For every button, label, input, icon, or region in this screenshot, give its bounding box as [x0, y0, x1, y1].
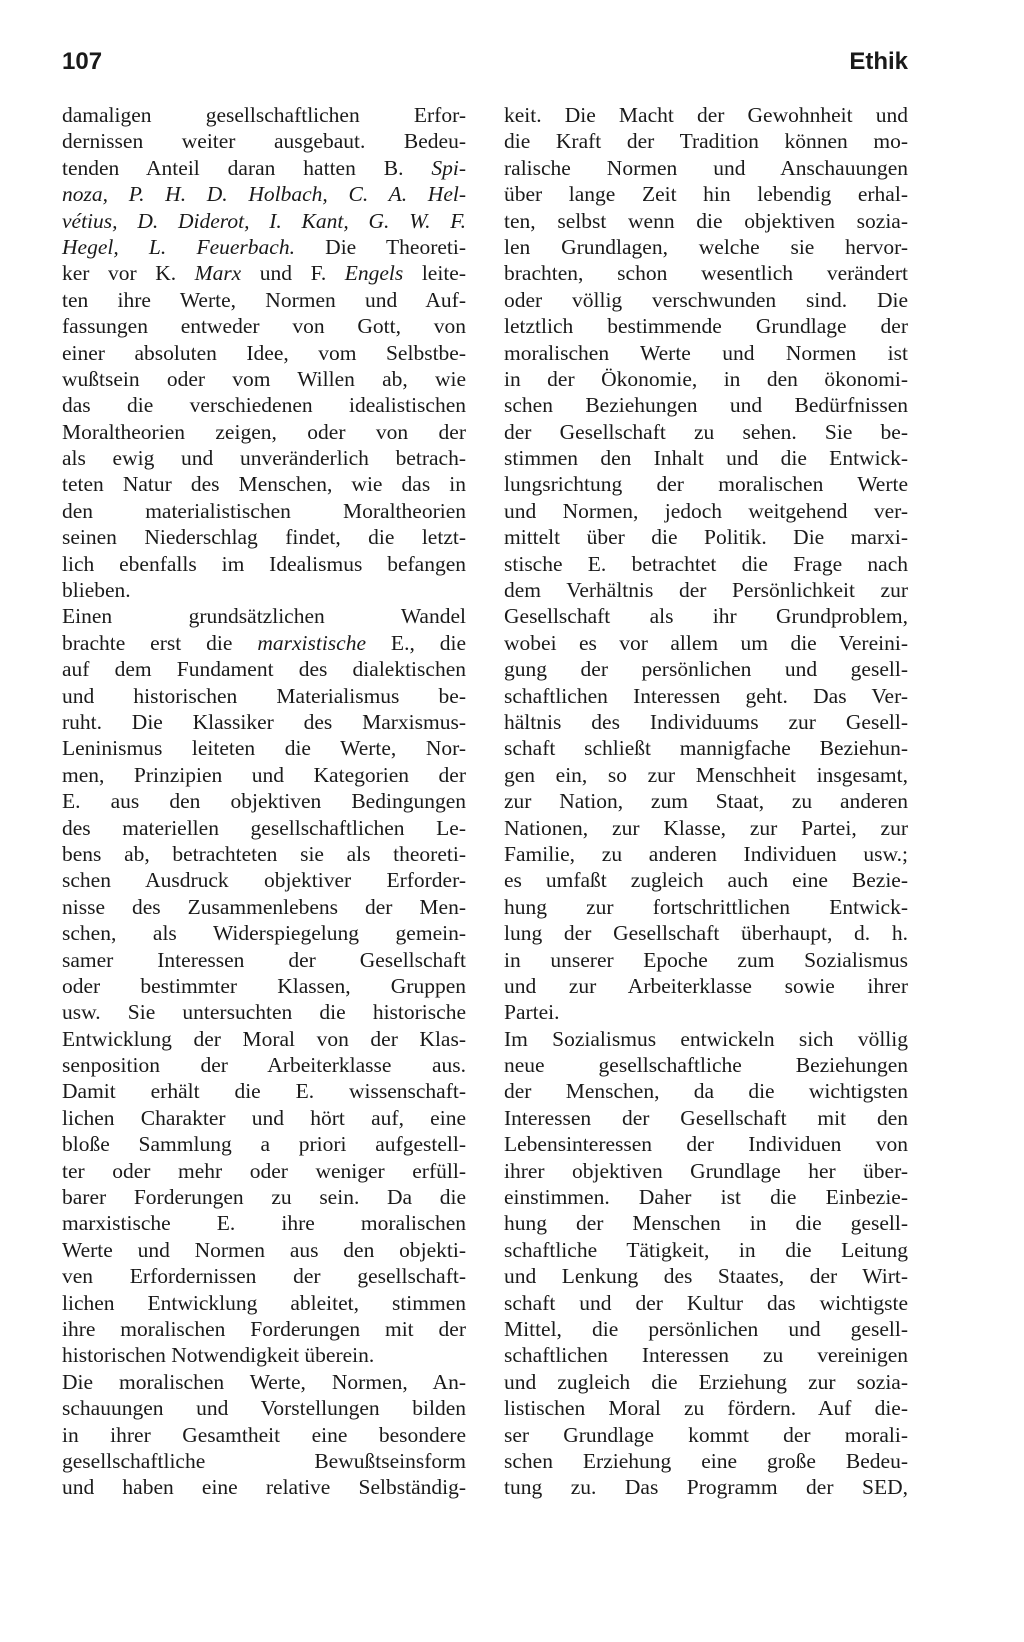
text-line: den materialistischen Moraltheorien	[62, 498, 466, 523]
text-line: und historischen Materialismus be-	[62, 683, 466, 708]
text-line: lung der Gesellschaft überhaupt, d. h.	[504, 921, 908, 946]
text-line: und Normen, jedoch weitgehend ver-	[504, 498, 908, 523]
text-line: und zur Arbeiterklasse sowie ihrer	[504, 973, 908, 998]
text-line: ker vor K. Marx und F. Engels leite-	[62, 261, 466, 286]
text-line: brachten, schon wesentlich verändert	[504, 261, 908, 286]
text-line: samer Interessen der Gesellschaft	[62, 947, 466, 972]
text-line: auf dem Fundament des dialektischen	[62, 657, 466, 682]
text-line: ter oder mehr oder weniger erfüll-	[62, 1158, 466, 1183]
text-line: Die moralischen Werte, Normen, An-	[62, 1369, 466, 1394]
text-line: zur Nation, zum Staat, zu anderen	[504, 789, 908, 814]
text-line: lichen Charakter und hört auf, eine	[62, 1105, 466, 1130]
text-line: tung zu. Das Programm der SED,	[504, 1475, 908, 1500]
text-line: Einen grundsätzlichen Wandel	[62, 604, 466, 629]
text-line: und zugleich die Erziehung zur sozia-	[504, 1369, 908, 1394]
text-line: Gesellschaft als ihr Grundproblem,	[504, 604, 908, 629]
text-line: schaft schließt mannigfache Beziehun-	[504, 736, 908, 761]
page-header	[62, 48, 908, 88]
text-line: ten ihre Werte, Normen und Auf-	[62, 287, 466, 312]
text-line: moralischen Werte und Normen ist	[504, 340, 908, 365]
text-line: Im Sozialismus entwickeln sich völlig	[504, 1026, 908, 1051]
text-line: stische E. betrachtet die Frage nach	[504, 551, 908, 576]
text-line: Damit erhält die E. wissenschaft-	[62, 1079, 466, 1104]
text-line: vétius, D. Diderot, I. Kant, G. W. F.	[62, 208, 467, 233]
text-line: neue gesellschaftliche Beziehungen	[504, 1053, 908, 1078]
text-line: die Kraft der Tradition können mo-	[504, 129, 908, 154]
text-line: hältnis des Individuums zur Gesell-	[504, 709, 908, 734]
text-line: Interessen der Gesellschaft mit den	[504, 1105, 908, 1130]
text-line: dem Verhältnis der Persönlichkeit zur	[504, 578, 908, 603]
text-line: listischen Moral zu fördern. Auf die-	[504, 1396, 908, 1421]
text-line: damaligen gesellschaftlichen Erfor-	[62, 103, 466, 127]
left-text-column	[62, 102, 466, 1501]
text-line: noza, P. H. D. Holbach, C. A. Hel-	[62, 182, 466, 207]
text-line: ven Erfordernissen der gesellschaft-	[62, 1264, 466, 1289]
text-line: als ewig und unveränderlich betrach-	[62, 446, 466, 471]
text-line: lichen Entwicklung ableitet, stimmen	[62, 1290, 466, 1315]
text-line: wußtsein oder vom Willen ab, wie	[62, 366, 466, 391]
page-number: 107	[62, 48, 103, 75]
text-line: schen Beziehungen und Bedürfnissen	[504, 393, 908, 418]
text-line: schaftlichen Interessen geht. Das Ver-	[504, 683, 908, 708]
text-line: schauungen und Vorstellungen bilden	[62, 1396, 466, 1421]
text-line: letztlich bestimmende Grundlage der	[504, 314, 908, 339]
text-line: gesellschaftliche Bewußtseinsform	[62, 1448, 466, 1473]
text-line: in der Ökonomie, in den ökonomi-	[504, 366, 908, 391]
text-line: Moraltheorien zeigen, oder von der	[62, 419, 466, 444]
text-line: men, Prinzipien und Kategorien der	[62, 762, 466, 787]
text-line: nisse des Zusammenlebens der Men-	[62, 894, 466, 919]
text-line: Mittel, die persönlichen und gesell-	[504, 1316, 908, 1341]
text-line: oder völlig verschwunden sind. Die	[504, 287, 908, 312]
text-line: usw. Sie untersuchten die historische	[62, 1000, 466, 1025]
text-line: Lebensinteressen der Individuen von	[504, 1132, 908, 1157]
text-line: schen, als Widerspiegelung gemein-	[62, 921, 466, 946]
text-line: ser Grundlage kommt der morali-	[504, 1422, 908, 1447]
text-line: fassungen entweder von Gott, von	[62, 314, 466, 339]
text-line: tenden Anteil daran hatten B. Spi-	[62, 155, 466, 180]
text-line: oder bestimmter Klassen, Gruppen	[62, 973, 466, 998]
text-line: schaftliche Tätigkeit, in die Leitung	[504, 1237, 908, 1262]
text-line: des materiellen gesellschaftlichen Le-	[62, 815, 466, 840]
text-line: lungsrichtung der moralischen Werte	[504, 472, 908, 497]
text-line: marxistische E. ihre moralischen	[62, 1211, 466, 1236]
text-line: es umfaßt zugleich auch eine Bezie-	[504, 868, 908, 893]
text-line: keit. Die Macht der Gewohnheit und	[504, 103, 908, 127]
text-line: ruht. Die Klassiker des Marxismus-	[62, 709, 466, 734]
text-line: brachte erst die marxistische E., die	[62, 630, 466, 655]
right-text-column	[504, 102, 908, 1501]
text-line: über lange Zeit hin lebendig erhal-	[504, 182, 908, 207]
text-line: ten, selbst wenn die objektiven sozia-	[504, 208, 908, 233]
text-line: schen Ausdruck objektiver Erforder-	[62, 868, 466, 893]
text-line: wobei es vor allem um die Vereini-	[504, 630, 908, 655]
text-line: schen Erziehung eine große Bedeu-	[504, 1448, 908, 1473]
running-head: Ethik	[849, 48, 908, 75]
text-line: lich ebenfalls im Idealismus befangen	[62, 551, 466, 576]
text-line: das die verschiedenen idealistischen	[62, 393, 466, 418]
text-line: Nationen, zur Klasse, zur Partei, zur	[504, 815, 908, 840]
text-line: der Gesellschaft zu sehen. Sie be-	[504, 419, 908, 444]
text-line: Leninismus leiteten die Werte, Nor-	[62, 736, 466, 761]
text-line: und Lenkung des Staates, der Wirt-	[504, 1264, 908, 1289]
text-line: schaft und der Kultur das wichtigste	[504, 1290, 908, 1315]
text-line: bloße Sammlung a priori aufgestell-	[62, 1132, 466, 1157]
text-line: senposition der Arbeiterklasse aus.	[62, 1053, 466, 1078]
text-line: seinen Niederschlag findet, die letzt-	[62, 525, 466, 550]
text-line: E. aus den objektiven Bedingungen	[62, 789, 466, 814]
text-line: und haben eine relative Selbständig-	[62, 1475, 466, 1500]
text-line: gung der persönlichen und gesell-	[504, 657, 908, 682]
text-line: Partei.	[504, 1000, 560, 1025]
text-line: der Menschen, da die wichtigsten	[504, 1079, 908, 1104]
text-line: historischen Notwendigkeit überein.	[62, 1343, 375, 1368]
text-line: stimmen den Inhalt und die Entwick-	[504, 446, 908, 471]
text-line: gen ein, so zur Menschheit insgesamt,	[504, 762, 908, 787]
text-line: Werte und Normen aus den objekti-	[62, 1237, 466, 1262]
text-line: ihrer objektiven Grundlage her über-	[504, 1158, 908, 1183]
text-line: Entwicklung der Moral von der Klas-	[62, 1026, 466, 1051]
text-line: Hegel, L. Feuerbach. Die Theoreti-	[62, 234, 467, 259]
text-line: Familie, zu anderen Individuen usw.;	[504, 841, 908, 866]
text-line: bens ab, betrachteten sie als theoreti-	[62, 841, 466, 866]
text-line: mittelt über die Politik. Die marxi-	[504, 525, 908, 550]
text-line: teten Natur des Menschen, wie das in	[62, 472, 466, 497]
text-line: ihre moralischen Forderungen mit der	[62, 1316, 466, 1341]
text-line: hung der Menschen in die gesell-	[504, 1211, 908, 1236]
text-line: blieben.	[62, 578, 131, 603]
text-line: barer Forderungen zu sein. Da die	[62, 1185, 466, 1210]
text-line: schaftlichen Interessen zu vereinigen	[504, 1343, 908, 1368]
text-line: ralische Normen und Anschauungen	[504, 155, 908, 180]
text-line: einstimmen. Daher ist die Einbezie-	[504, 1185, 908, 1210]
text-line: in unserer Epoche zum Sozialismus	[504, 947, 908, 972]
text-line: in ihrer Gesamtheit eine besondere	[62, 1422, 466, 1447]
text-line: hung zur fortschrittlichen Entwick-	[504, 894, 908, 919]
text-line: len Grundlagen, welche sie hervor-	[504, 234, 908, 259]
text-line: einer absoluten Idee, vom Selbstbe-	[62, 340, 466, 365]
text-line: dernissen weiter ausgebaut. Bedeu-	[62, 129, 466, 154]
